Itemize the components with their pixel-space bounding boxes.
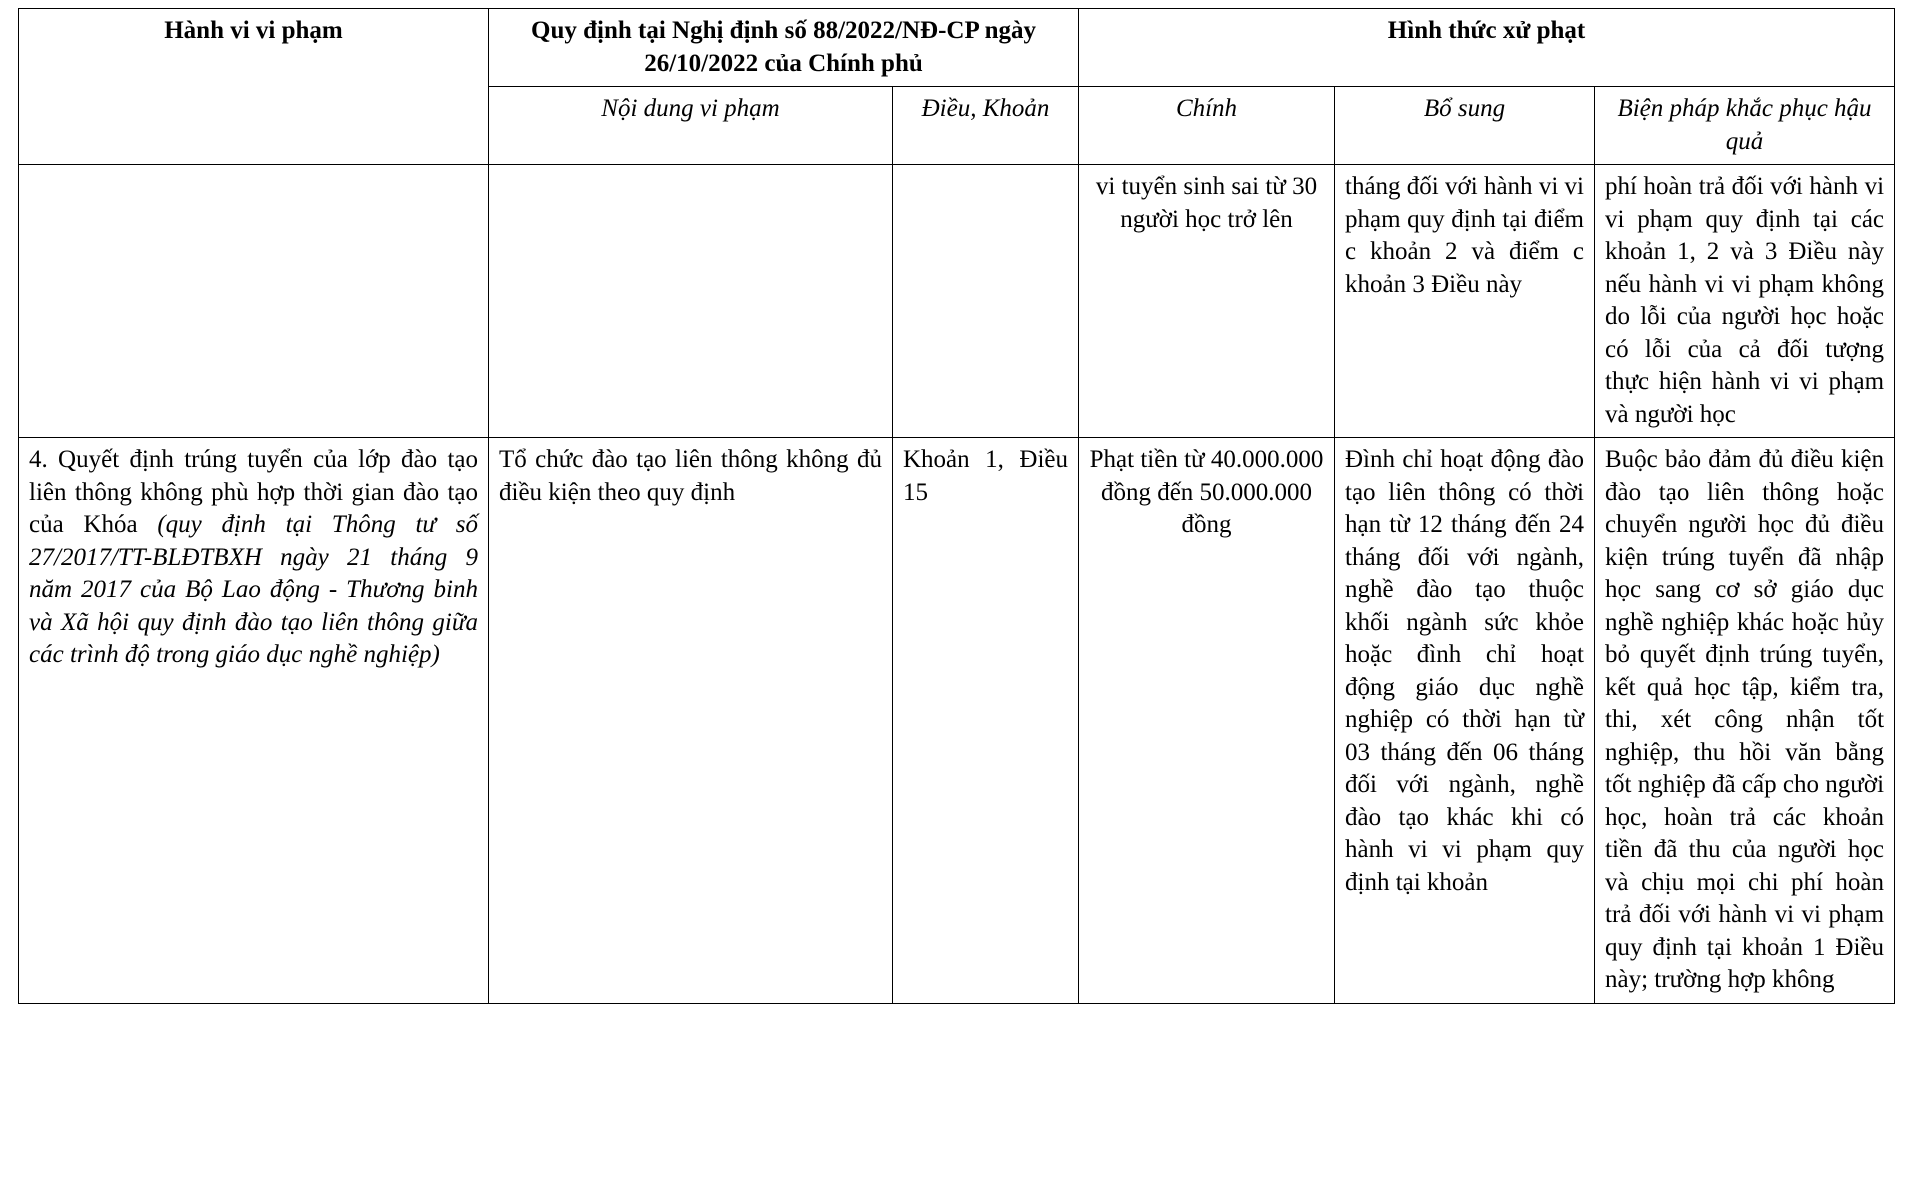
table-header bbox=[19, 9, 1895, 165]
header-violation-content: Nội dung vi phạm bbox=[489, 87, 893, 165]
behavior-text-plain: 4. Quyết định trúng tuyển của lớp đào tạo liên thông không phù hợp thời gian đào tạo của Khóa bbox=[29, 446, 478, 538]
header-main-penalty: Chính bbox=[1079, 87, 1335, 165]
header-row-1 bbox=[19, 9, 1895, 87]
behavior-text-italic: (quy định tại Thông tư số 27/2017/TT-BLĐTBXH ngày 21 tháng 9 năm 2017 của Bộ Lao động - Thương binh và Xã hội quy định đào tạo liên thông giữa các trình độ trong giáo dục nghề nghiệp) bbox=[29, 511, 478, 668]
header-article-clause: Điều, Khoản bbox=[893, 87, 1079, 165]
header-penalty-group: Hình thức xử phạt bbox=[1079, 9, 1895, 87]
cell-behavior bbox=[19, 165, 489, 438]
cell-remedy: Buộc bảo đảm đủ điều kiện đào tạo liên thông hoặc chuyển người học đủ điều kiện trúng tuyển đã nhập học sang cơ sở giáo dục nghề nghiệp khác hoặc hủy bỏ quyết định trúng tuyển, kết quả học tập, kiểm tra, thi, xét công nhận tốt nghiệp, thu hồi văn bằng tốt nghiệp đã cấp cho người học, hoàn trả các khoản tiền đã thu của người học và chịu mọi chi phí hoàn trả đối với hành vi vi phạm quy định tại khoản 1 Điều này; trường hợp không bbox=[1595, 438, 1895, 1004]
cell-behavior bbox=[19, 438, 489, 1004]
cell-article-clause: Khoản 1, Điều 15 bbox=[893, 438, 1079, 1004]
cell-remedy: phí hoàn trả đối với hành vi vi phạm quy định tại các khoản 1, 2 và 3 Điều này nếu hành vi vi phạm không do lỗi của người học hoặc có lỗi của cả đối tượng thực hiện hành vi vi phạm và người học bbox=[1595, 165, 1895, 438]
cell-article-clause bbox=[893, 165, 1079, 438]
header-behavior: Hành vi vi phạm bbox=[19, 9, 489, 165]
cell-main-penalty: Phạt tiền từ 40.000.000 đồng đến 50.000.000 đồng bbox=[1079, 438, 1335, 1004]
regulation-table bbox=[18, 8, 1895, 1004]
cell-violation-content: Tổ chức đào tạo liên thông không đủ điều kiện theo quy định bbox=[489, 438, 893, 1004]
table-body bbox=[19, 165, 1895, 1004]
cell-additional-penalty: tháng đối với hành vi vi phạm quy định tại điểm c khoản 2 và điểm c khoản 3 Điều này bbox=[1335, 165, 1595, 438]
header-additional-penalty: Bổ sung bbox=[1335, 87, 1595, 165]
header-remedy-measures: Biện pháp khắc phục hậu quả bbox=[1595, 87, 1895, 165]
cell-additional-penalty: Đình chỉ hoạt động đào tạo liên thông có thời hạn từ 12 tháng đến 24 tháng đối với ngành, nghề đào tạo thuộc khối ngành sức khỏe hoặc đình chỉ hoạt động giáo dục nghề nghiệp có thời hạn từ 03 tháng đến 06 tháng đối với ngành, nghề đào tạo khác khi có hành vi vi phạm quy định tại khoản bbox=[1335, 438, 1595, 1004]
cell-main-penalty: vi tuyển sinh sai từ 30 người học trở lên bbox=[1079, 165, 1335, 438]
cell-violation-content bbox=[489, 165, 893, 438]
table-row bbox=[19, 165, 1895, 438]
header-decree-group: Quy định tại Nghị định số 88/2022/NĐ-CP ngày 26/10/2022 của Chính phủ bbox=[489, 9, 1079, 87]
table-row bbox=[19, 438, 1895, 1004]
